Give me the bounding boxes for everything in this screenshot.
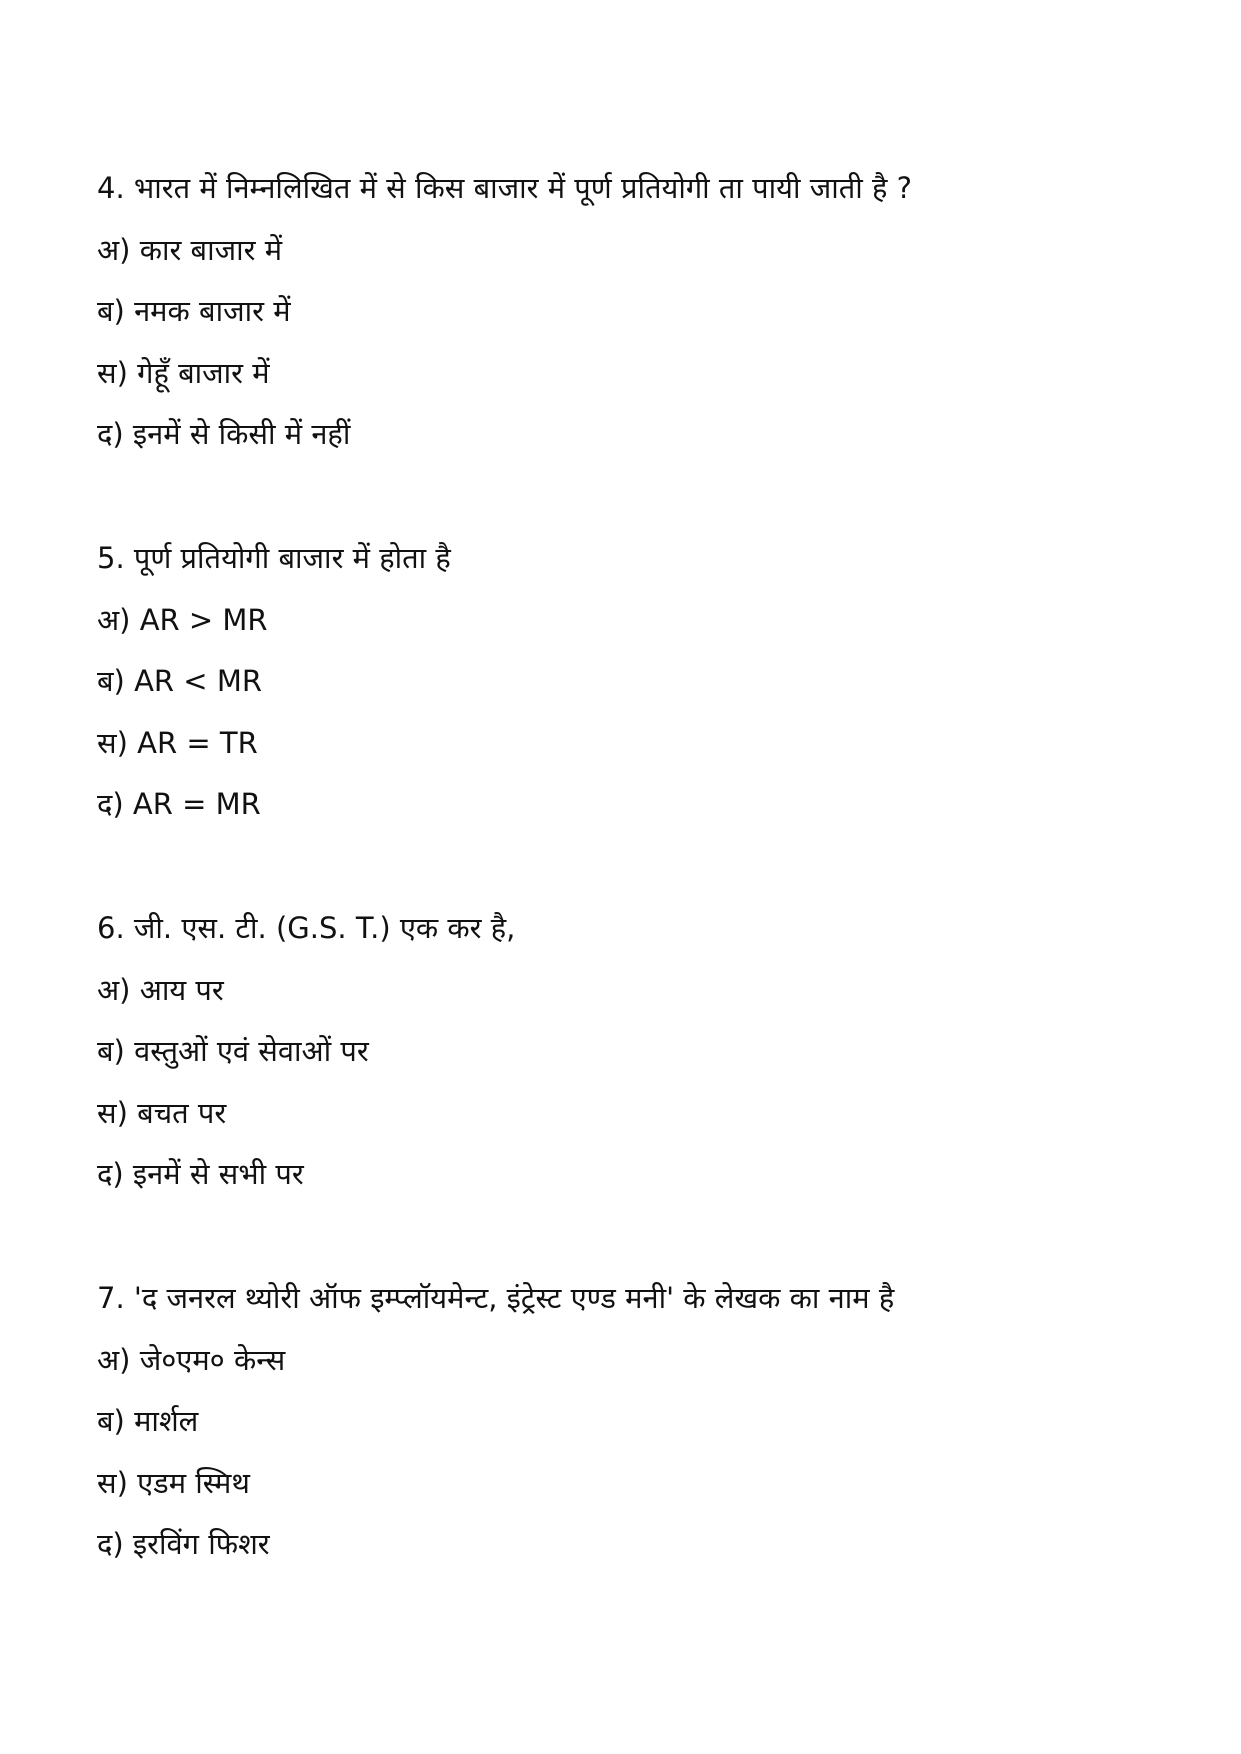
question-text: 7. 'द जनरल थ्योरी ऑफ इम्प्लॉयमेन्ट, इंट्रेस्ट एण्ड मनी' के लेखक का नाम है bbox=[97, 1281, 895, 1315]
option-a: अ) जे०एम० केन्स bbox=[97, 1342, 286, 1377]
question-4 bbox=[97, 168, 1157, 476]
question-text: 4. भारत में निम्नलिखित में से किस बाजार में पूर्ण प्रतियोगी ता पायी जाती है ? bbox=[97, 171, 912, 205]
question-7 bbox=[97, 1278, 1157, 1586]
option-d: द) इरविंग फिशर bbox=[97, 1527, 270, 1561]
option-d: द) इनमें से सभी पर bbox=[97, 1157, 304, 1191]
option-d: द) इनमें से किसी में नहीं bbox=[97, 417, 351, 451]
question-5 bbox=[97, 538, 1157, 846]
option-b: ब) AR < MR bbox=[97, 664, 262, 698]
option-a: अ) कार बाजार में bbox=[97, 232, 283, 267]
option-c: स) गेहूँ बाजार में bbox=[97, 355, 270, 390]
option-a: अ) AR > MR bbox=[97, 602, 268, 637]
option-b: ब) मार्शल bbox=[97, 1404, 199, 1438]
option-c: स) बचत पर bbox=[97, 1095, 227, 1130]
option-c: स) एडम स्मिथ bbox=[97, 1465, 250, 1500]
question-text: 6. जी. एस. टी. (G.S. T.) एक कर है, bbox=[97, 911, 516, 945]
question-text: 5. पूर्ण प्रतियोगी बाजार में होता है bbox=[97, 541, 451, 575]
option-d: द) AR = MR bbox=[97, 787, 261, 821]
option-b: ब) वस्तुओं एवं सेवाओं पर bbox=[97, 1034, 369, 1068]
question-6 bbox=[97, 908, 1157, 1216]
option-b: ब) नमक बाजार में bbox=[97, 294, 291, 328]
option-c: स) AR = TR bbox=[97, 725, 258, 760]
option-a: अ) आय पर bbox=[97, 972, 224, 1007]
